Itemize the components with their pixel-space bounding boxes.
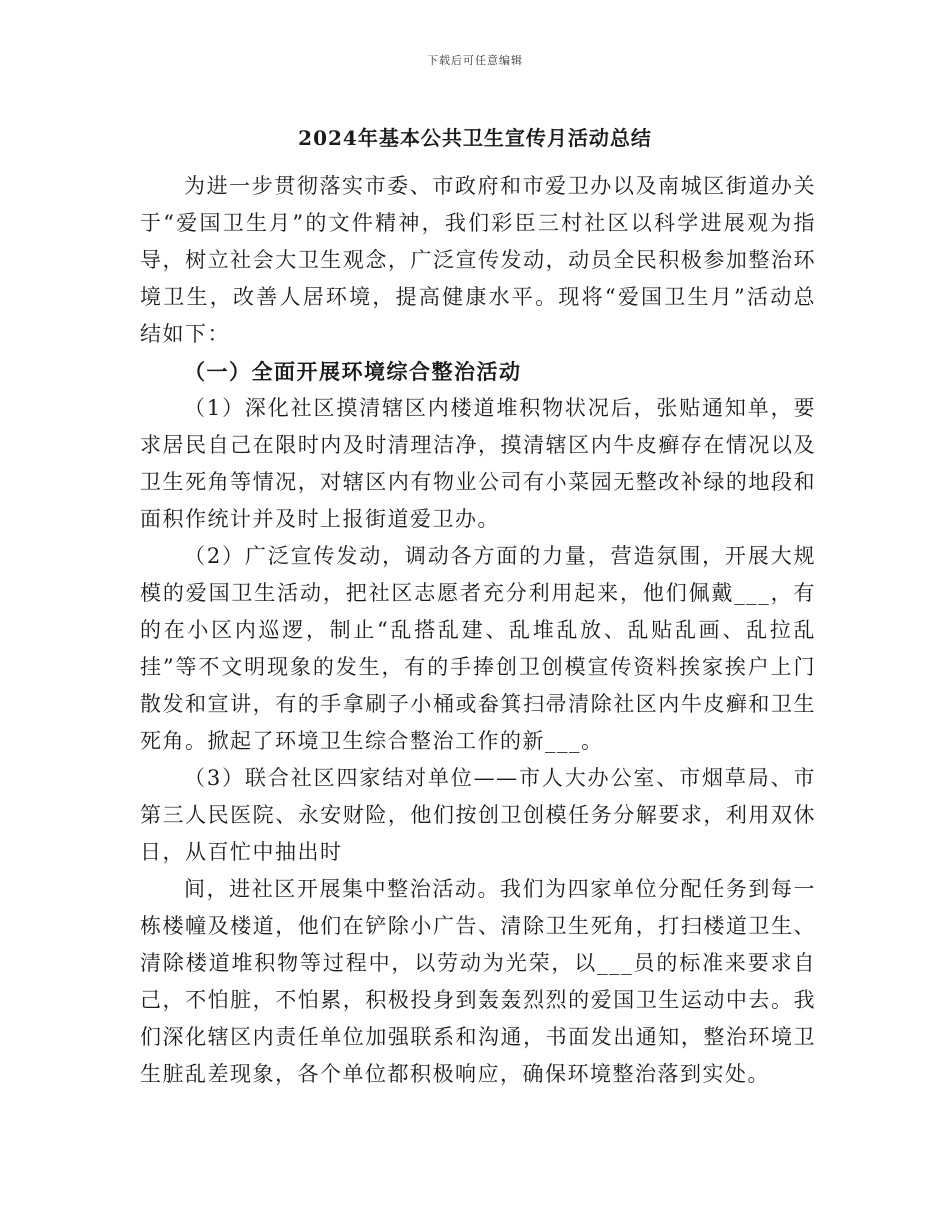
paragraph-item-1: （1）深化社区摸清辖区内楼道堆积物状况后，张贴通知单，要求居民自己在限时内及时清理洁净，摸清辖区内牛皮癣存在情况以及卫生死角等情况，对辖区内有物业公司有小菜园无整改补绿的地段和面积作统计并及时上报街道爱卫办。 <box>140 396 816 531</box>
document-body <box>140 168 816 1093</box>
page-header-note: 下载后可任意编辑 <box>427 54 523 67</box>
document-title: 2024年基本公共卫生宣传月活动总结 <box>298 126 652 150</box>
paragraph-item-2: （2）广泛宣传发动，调动各方面的力量，营造氛围，开展大规模的爱国卫生活动，把社区志愿者充分利用起来，他们佩戴___，有的在小区内巡逻，制止“乱搭乱建、乱堆乱放、乱贴乱画、乱拉乱挂”等不文明现象的发生，有的手捧创卫创模宣传资料挨家挨户上门散发和宣讲，有的手拿刷子小桶或畚箕扫帚清除社区内牛皮癣和卫生死角。掀起了环境卫生综合整治工作的新___。 <box>140 544 816 753</box>
paragraph-item-3: （3）联合社区四家结对单位——市人大办公室、市烟草局、市第三人民医院、永安财险，他们按创卫创模任务分解要求，利用双休日，从百忙中抽出时 <box>140 766 816 864</box>
intro-paragraph: 为进一步贯彻落实市委、市政府和市爱卫办以及南城区街道办关于“爱国卫生月”的文件精神，我们彩臣三村社区以科学进展观为指导，树立社会大卫生观念，广泛宣传发动，动员全民积极参加整治环境卫生，改善人居环境，提高健康水平。现将“爱国卫生月”活动总结如下： <box>140 174 816 346</box>
section-heading: （一）全面开展环境综合整治活动 <box>184 359 522 384</box>
paragraph-continuation: 间，进社区开展集中整治活动。我们为四家单位分配任务到每一栋楼幢及楼道，他们在铲除小广告、清除卫生死角，打扫楼道卫生、清除楼道堆积物等过程中，以劳动为光荣，以___员的标准来要求自己，不怕脏，不怕累，积极投身到轰轰烈烈的爱国卫生运动中去。我们深化辖区内责任单位加强联系和沟通，书面发出通知，整治环境卫生脏乱差现象，各个单位都积极响应，确保环境整治落到实处。 <box>140 877 816 1086</box>
